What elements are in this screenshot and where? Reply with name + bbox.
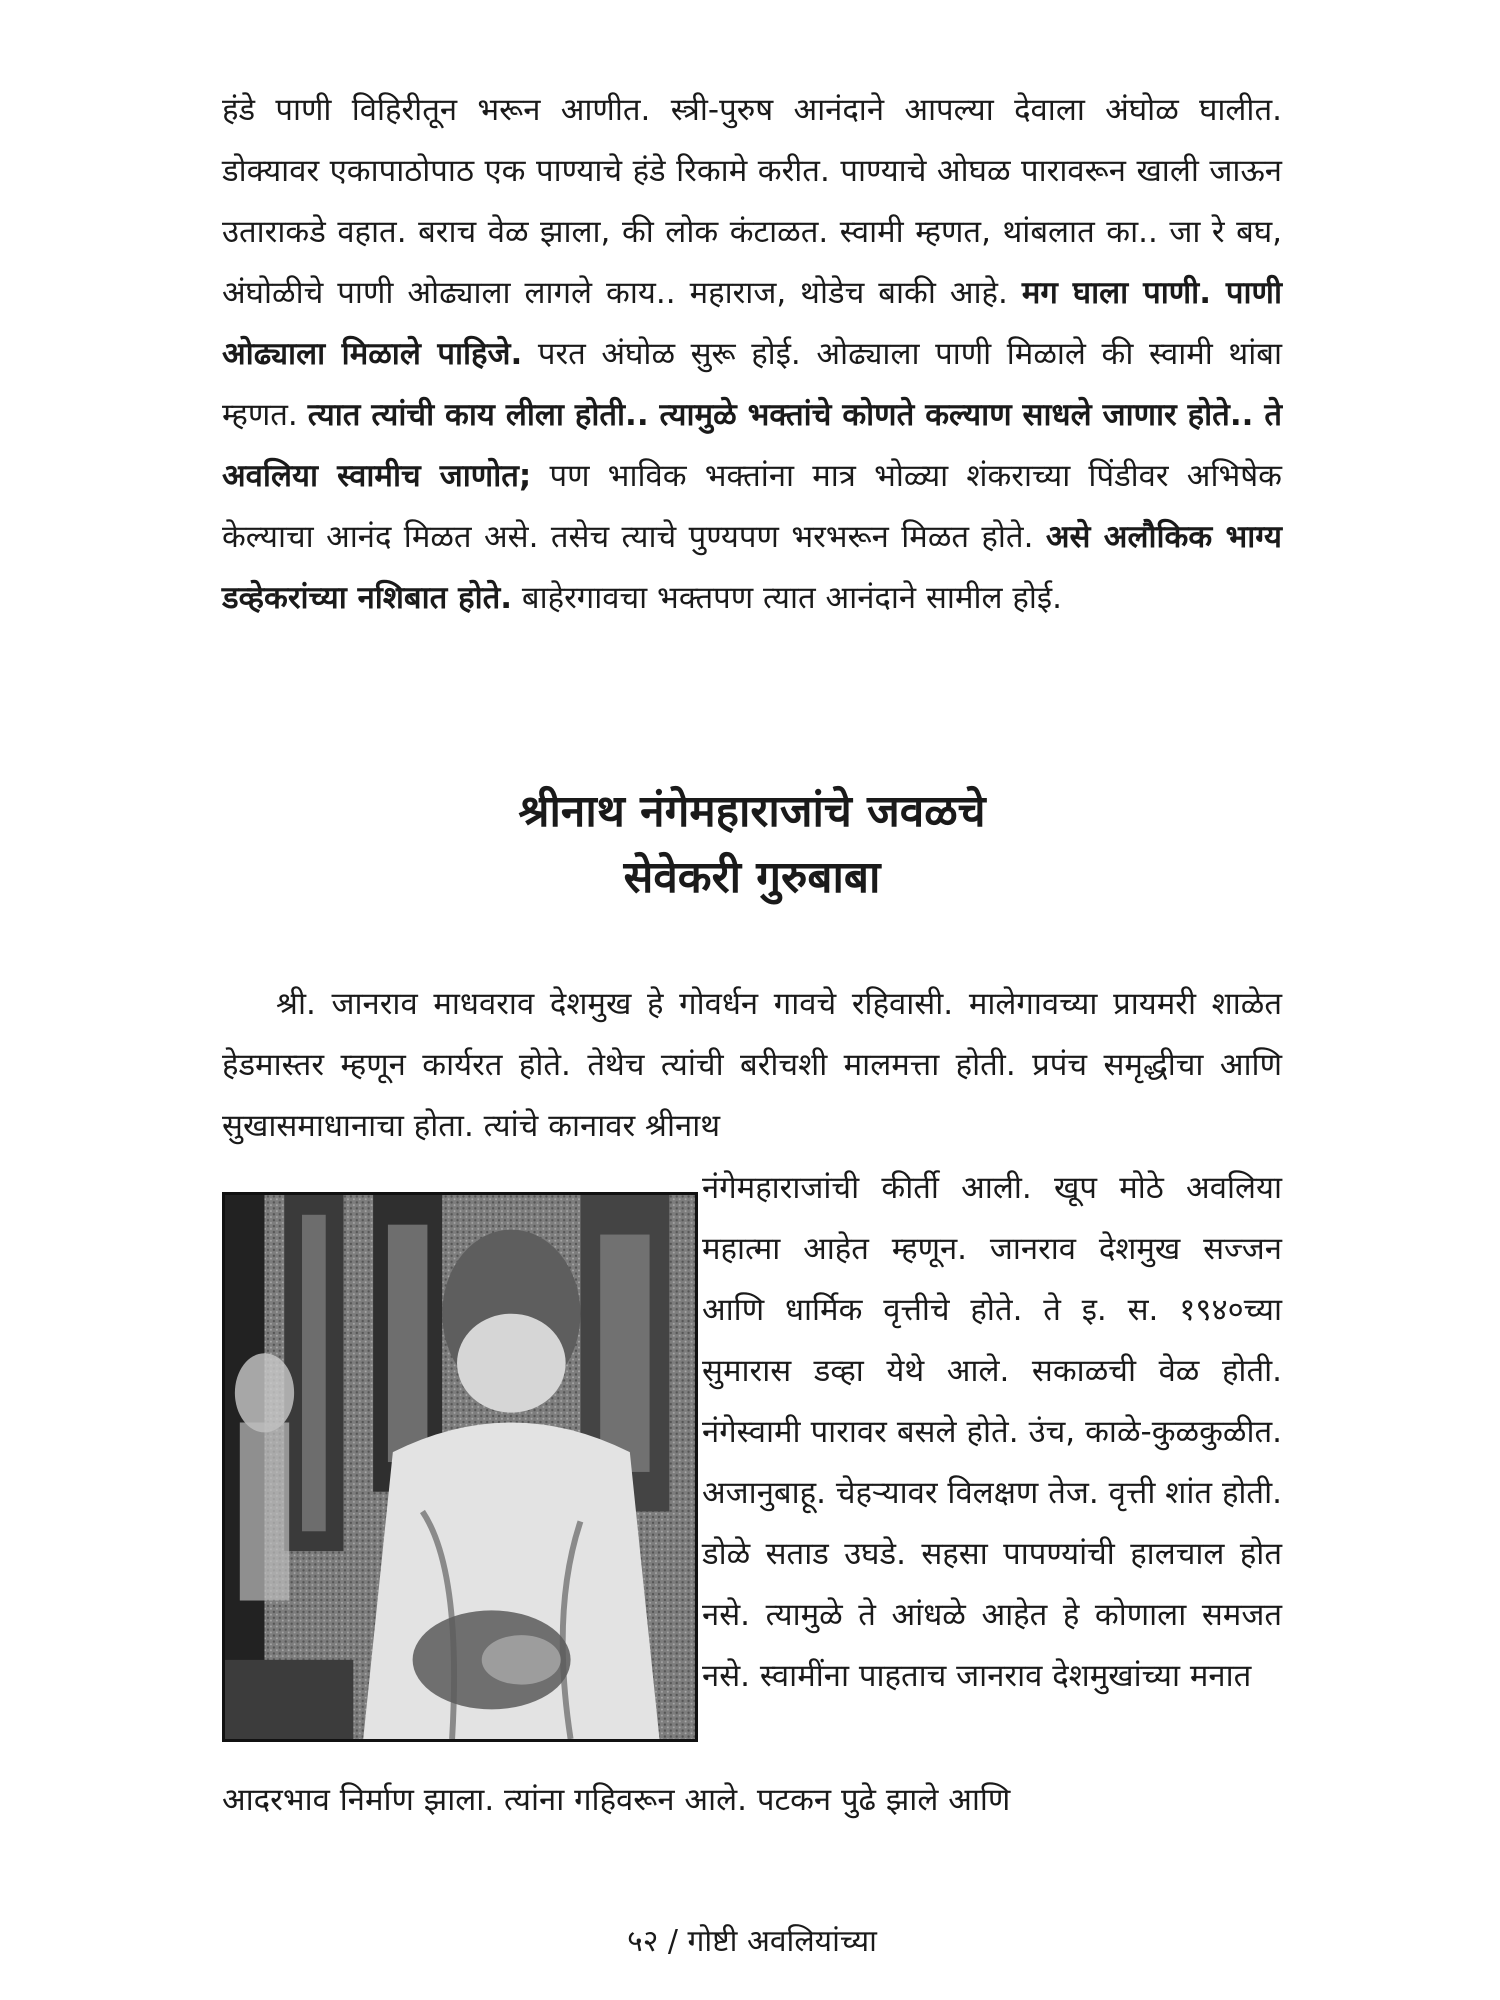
bold-text-span: असे अलौकिक भाग्य डव्हेकरांच्या नशिबात होते. [222, 519, 1282, 616]
paragraph-intro: श्री. जानराव माधवराव देशमुख हे गोवर्धन गावचे रहिवासी. मालेगावच्या प्रायमरी शाळेत हेडमास्तर म्हणून कार्यरत होते. तेथेच त्यांची बरीचशी मालमत्ता होती. प्रपंच समृद्धीचा आणि सुखासमाधानाचा होता. त्यांचे कानावर श्रीनाथ [222, 986, 1282, 1144]
bold-text-span: त्यात त्यांची काय लीला होती.. त्यामुळे भक्तांचे कोणते कल्याण साधले जाणार होते.. ते अवलिया स्वामीच जाणोत; [222, 397, 1282, 494]
text-span: बाहेरगावचा भक्तपण त्यात आनंदाने सामील होई. [512, 580, 1062, 616]
section-heading-line-2: सेवेकरी गुरुबाबा [623, 852, 881, 903]
paragraph-beside-photo: नंगेमहाराजांची कीर्ती आली. खूप मोठे अवलिया महात्मा आहेत म्हणून. जानराव देशमुख सज्जन आणि धार्मिक वृत्तीचे होते. ते इ. स. १९४०च्या सुमारास डव्हा येथे आले. सकाळची वेळ होती. नंगेस्वामी पारावर बसले होते. उंच, काळे-कुळकुळीत. अजानुबाहू. चेहऱ्यावर विलक्षण तेज. वृत्ती शांत होती. डोळे सताड उघडे. सहसा पापण्यांची हालचाल होत नसे. त्यामुळे ते आंधळे आहेत हे कोणाला समजत नसे. स्वामींना पाहताच जानराव देशमुखांच्या मनात [702, 1170, 1282, 1694]
text-span: पण भाविक भक्तांना मात्र भोळ्या शंकराच्या पिंडीवर अभिषेक केल्याचा आनंद मिळत असे. तसेच त्याचे पुण्यपण भरभरून मिळत होते. [222, 458, 1282, 555]
text-span: हंडे पाणी विहिरीतून भरून आणीत. स्त्री-पुरुष आनंदाने आपल्या देवाला अंघोळ घालीत. डोक्यावर एकापाठोपाठ एक पाण्याचे हंडे रिकामे करीत. पाण्याचे ओघळ पारावरून खाली जाऊन उताराकडे वहात. बराच वेळ झाला, की लोक कंटाळत. स्वामी म्हणत, थांबलात का.. जा रे बघ, अंघोळीचे पाणी ओढ्याला लागले काय.. महाराज, थोडेच बाकी आहे. [222, 92, 1282, 311]
bold-text-span: मग घाला पाणी. पाणी ओढ्याला मिळाले पाहिजे. [222, 275, 1283, 372]
photograph-of-swami [222, 1192, 698, 1742]
text-span: परत अंघोळ सुरू होई. ओढ्याला पाणी मिळाले की स्वामी थांबा म्हणत. [222, 336, 1282, 433]
paragraph-continuation [222, 80, 1282, 629]
photo-illustration [225, 1195, 695, 1739]
paragraph-continued: आदरभाव निर्माण झाला. त्यांना गहिवरून आले. पटकन पुढे झाले आणि [222, 1782, 1011, 1818]
page-footer: ५२ / गोष्टी अवलियांच्या [627, 1924, 877, 1959]
section-heading-line-1: श्रीनाथ नंगेमहाराजांचे जवळचे [518, 786, 986, 837]
